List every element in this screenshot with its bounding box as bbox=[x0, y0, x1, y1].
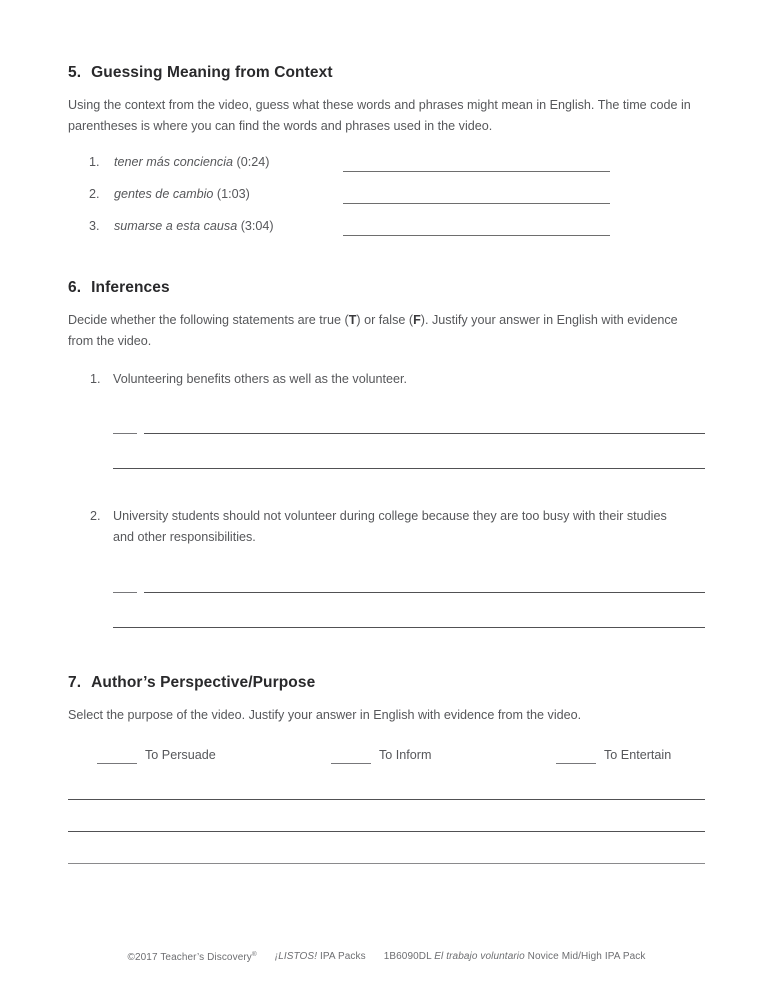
vocab-answer-blank-3[interactable] bbox=[343, 218, 610, 236]
response-line-3[interactable] bbox=[68, 863, 705, 864]
answer-block-2 bbox=[68, 580, 705, 628]
true-false-blank-2[interactable] bbox=[113, 580, 137, 593]
vocab-timecode: (0:24) bbox=[233, 155, 270, 169]
option-blank-entertain[interactable] bbox=[556, 748, 596, 764]
vocab-answer-blank-1[interactable] bbox=[343, 154, 610, 172]
vocab-item bbox=[89, 218, 705, 235]
option-label-persuade: To Persuade bbox=[145, 748, 216, 762]
page-footer bbox=[0, 951, 773, 963]
statement-item-2 bbox=[90, 506, 705, 548]
section6-title: Inferences bbox=[91, 279, 170, 296]
false-letter: F bbox=[413, 313, 421, 327]
vocab-phrase: tener más conciencia bbox=[114, 155, 234, 169]
statement-text: Volunteering benefits others as well as the volunteer. bbox=[113, 372, 408, 386]
vocab-phrase: gentes de cambio bbox=[114, 187, 214, 201]
statement-text: University students should not volunteer during college because they are too busy with their studies and other responsibilities. bbox=[113, 509, 667, 544]
vocab-timecode: (3:04) bbox=[237, 219, 274, 233]
section7-number: 7. bbox=[68, 674, 82, 691]
response-line-2[interactable] bbox=[68, 831, 705, 832]
section-inferences bbox=[68, 279, 705, 628]
true-letter: T bbox=[348, 313, 357, 327]
justification-line-1a[interactable] bbox=[144, 421, 705, 434]
vocab-item-number: 2. bbox=[89, 187, 100, 201]
statement-item-1 bbox=[90, 369, 705, 390]
vocab-list bbox=[68, 154, 705, 235]
purpose-options bbox=[68, 747, 705, 765]
vocab-timecode: (1:03) bbox=[213, 187, 250, 201]
section6-heading bbox=[68, 279, 705, 297]
statement-number: 2. bbox=[90, 509, 101, 523]
footer-product: 1B6090DL El trabajo voluntario Novice Mid/High IPA Pack bbox=[383, 951, 646, 962]
footer-series: ¡LISTOS! IPA Packs bbox=[274, 951, 366, 962]
option-blank-inform[interactable] bbox=[331, 748, 371, 764]
vocab-item-number: 3. bbox=[89, 219, 100, 233]
option-entertain bbox=[556, 747, 671, 764]
footer-copyright: ©2017 Teacher’s Discovery® bbox=[127, 951, 257, 963]
answer-block-1 bbox=[68, 421, 705, 469]
registered-trademark-symbol: ® bbox=[251, 951, 257, 958]
justification-line-2b[interactable] bbox=[113, 610, 705, 628]
section5-heading bbox=[68, 64, 705, 82]
section7-title: Author’s Perspective/Purpose bbox=[91, 674, 316, 691]
section7-instructions: Select the purpose of the video. Justify your answer in English with evidence from the video. bbox=[68, 708, 582, 722]
section-guessing-meaning bbox=[68, 64, 705, 235]
section5-number: 5. bbox=[68, 64, 82, 81]
section6-instructions: Decide whether the following statements are true (T) or false (F). Justify your answer in English with evidence from the video. bbox=[68, 313, 678, 348]
section6-number: 6. bbox=[68, 279, 82, 296]
option-persuade bbox=[97, 747, 216, 764]
vocab-answer-blank-2[interactable] bbox=[343, 186, 610, 204]
option-blank-persuade[interactable] bbox=[97, 748, 137, 764]
vocab-item bbox=[89, 186, 705, 203]
vocab-item bbox=[89, 154, 705, 171]
statement-number: 1. bbox=[90, 372, 101, 386]
vocab-item-number: 1. bbox=[89, 155, 100, 169]
section7-heading bbox=[68, 674, 705, 692]
justification-line-2a[interactable] bbox=[144, 580, 705, 593]
vocab-phrase: sumarse a esta causa bbox=[114, 219, 238, 233]
option-label-inform: To Inform bbox=[379, 748, 432, 762]
true-false-blank-1[interactable] bbox=[113, 421, 137, 434]
option-inform bbox=[331, 747, 432, 764]
response-line-1[interactable] bbox=[68, 799, 705, 800]
section5-instructions: Using the context from the video, guess what these words and phrases might mean in English. The time code in parentheses is where you can find the words and phrases used in the video. bbox=[68, 98, 691, 133]
section-authors-purpose bbox=[68, 674, 705, 864]
section5-title: Guessing Meaning from Context bbox=[91, 64, 333, 81]
option-label-entertain: To Entertain bbox=[604, 748, 672, 762]
justification-line-1b[interactable] bbox=[113, 451, 705, 469]
